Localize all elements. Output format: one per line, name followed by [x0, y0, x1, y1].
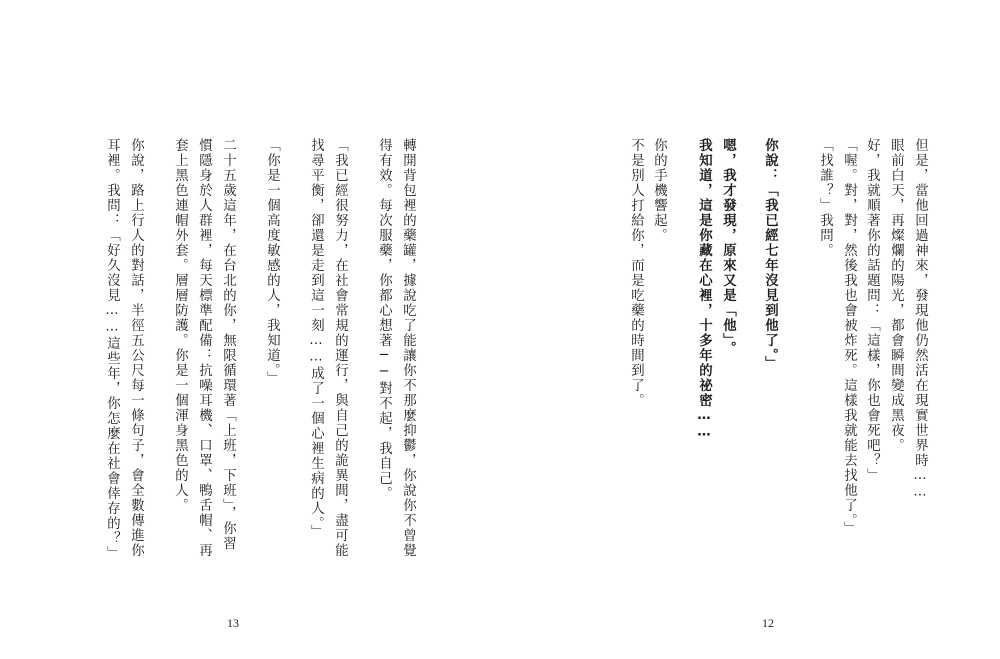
text-column: 套上黑色連帽外套。層層防護。你是一個渾身黑色的人。 — [172, 138, 188, 513]
text-column-bold: 我知道，這是你藏在心裡，十多年的祕密…… — [696, 138, 712, 442]
text-column: 慣隱身於人群裡，每天標準配備：抗噪耳機、口罩、鴨舌帽、再 — [196, 138, 212, 558]
text-column: 轉開背包裡的藥罐，據說吃了能讓你不那麼抑鬱，你說你不曾覺 — [400, 138, 416, 558]
text-column: 眼前白天，再燦爛的陽光，都會瞬間變成黑夜。 — [888, 138, 904, 453]
text-column: 你的手機響起。 — [651, 138, 667, 243]
text-column: 你說，路上行人的對話，半徑五公尺每一條句子，會全數傳進你 — [128, 138, 144, 558]
right-page — [500, 0, 1000, 659]
text-column: 「我已經很努力，在社會常規的運行，與自己的詭異間，盡可能 — [332, 138, 348, 558]
page-number: 12 — [762, 616, 774, 630]
text-column-bold: 嗯，我才發現，原來又是「他」。 — [720, 138, 736, 357]
text-column-bold: 你說：「我已經七年沒見到他了。」 — [762, 138, 778, 372]
text-column: 「找誰？」我問。 — [817, 138, 833, 258]
text-column: 好，我就順著你的話題問：「這樣，你也會死吧？」 — [864, 138, 880, 483]
text-column: 但是，當他回過神來，發現他仍然活在現實世界時…… — [912, 138, 928, 502]
text-column: 二十五歲這年，在台北的你，無限循環著「上班，下班」，你習 — [220, 138, 236, 552]
text-column: 得有效。每次服藥，你都心想著──對不起，我自己。 — [376, 138, 392, 502]
text-column: 「喔。對，對，然後我也會被炸死。這樣我就能去找他了。」 — [841, 138, 857, 537]
text-column: 找尋平衡，卻還是走到這一刻……成了一個心裡生病的人。」 — [308, 138, 324, 540]
page-number: 13 — [227, 616, 239, 630]
text-column: 「你是一個高度敏感的人，我知道。」 — [264, 138, 280, 387]
text-column: 耳裡。我問：「好久沒見……這些年，你怎麼在社會倖存的？」 — [104, 138, 120, 562]
text-column: 不是別人打給你，而是吃藥的時間到了。 — [628, 138, 644, 408]
